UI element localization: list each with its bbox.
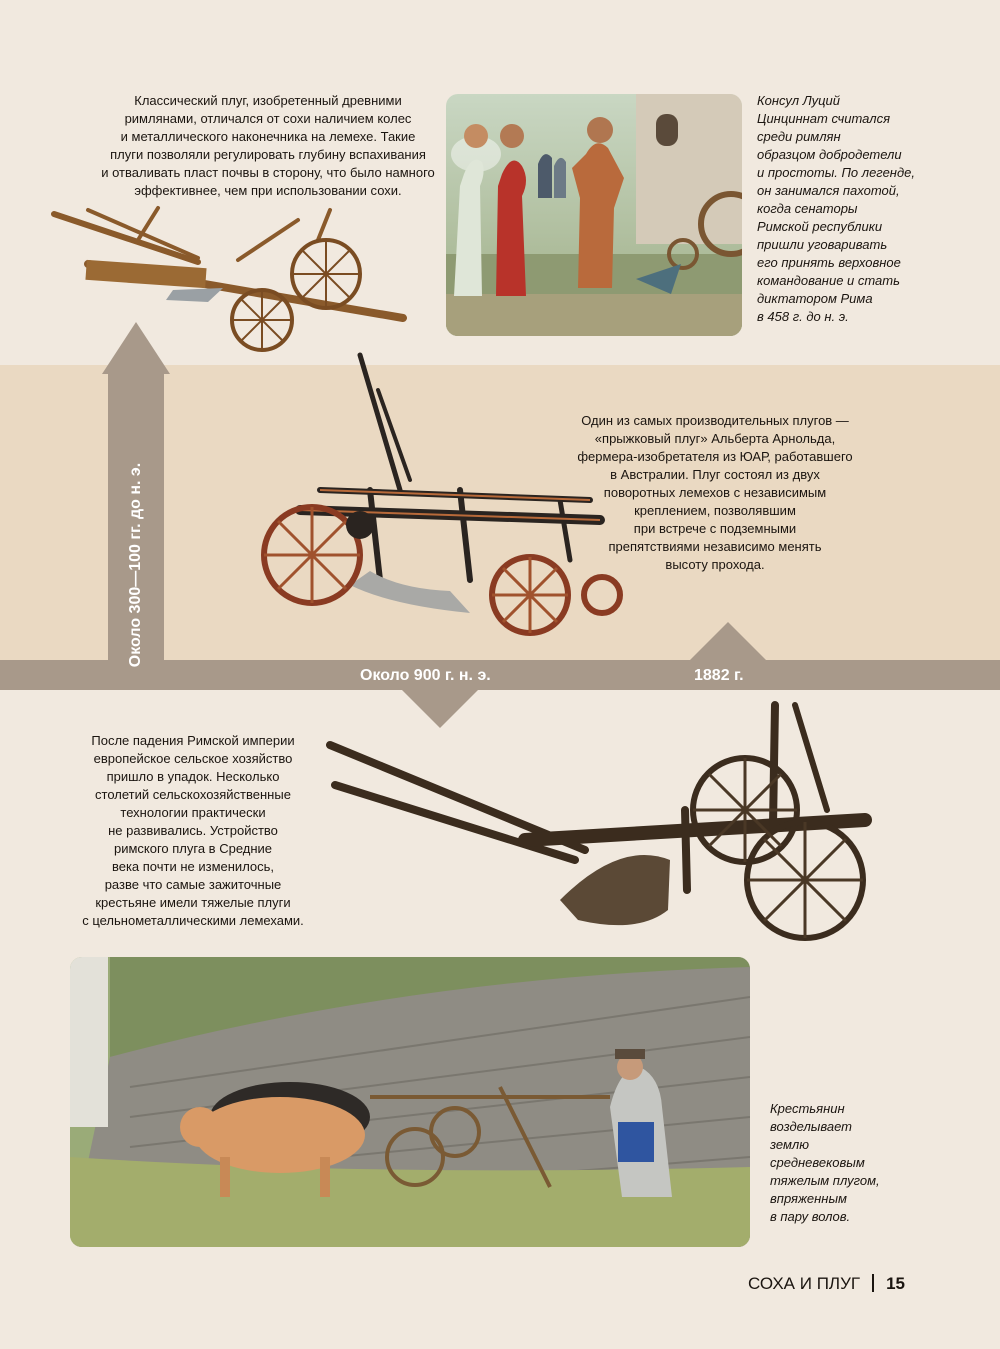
- section-title: СОХА И ПЛУГ: [747, 1274, 861, 1293]
- timeline-label-900: Около 900 г. н. э.: [360, 667, 491, 684]
- timeline-label-1882: 1882 г.: [694, 667, 744, 684]
- timeline-label-roman: Около 300—100 гг. до н. э.: [127, 462, 144, 668]
- stump-jump-plough-text: Один из самых производительных плугов — «прыжковый плуг» Альберта Арнольда, фермера-изобретателя из ЮАР, работавшего в Австралии. Плуг состоял из двух поворотных лемехов с независимым креплением, позволявшим при встрече с подземными препятствиями независимо менять высоту прохода.: [577, 413, 853, 572]
- cincinnatus-painting: [446, 94, 742, 336]
- cincinnatus-caption: Консул Луций Цинциннат считался среди римлян образцом добродетели и простоты. По легенде, он занимался пахотой, когда сенаторы Римской республики пришли уговаривать его принять верховное командование и стать диктатором Рима в 458 г. до н. э.: [757, 93, 915, 324]
- timeline-bar: [0, 660, 1000, 690]
- roman-plough-illustration: [48, 200, 413, 360]
- medieval-plough-text: После падения Римской империи европейское сельское хозяйство пришло в упадок. Несколько столетий сельскохозяйственные технологии практически не развивались. Устройство римского плуга в Средние века почти не изменилось, разве что самые зажиточные крестьяне имели тяжелые плуги с цельнометаллическими лемехами.: [82, 733, 304, 928]
- peasant-ploughing-painting: [70, 957, 750, 1247]
- medieval-plough-illustration: [325, 690, 875, 945]
- page-footer: [748, 1272, 905, 1296]
- peasant-caption: Крестьянин возделывает землю средневековым тяжелым плугом, впряженным в пару волов.: [770, 1101, 880, 1224]
- timeline-arrow-up-right: [690, 622, 766, 660]
- footer-separator: [872, 1274, 874, 1292]
- stump-jump-plough-illustration: [260, 350, 635, 640]
- roman-plough-text: Классический плуг, изобретенный древними римлянами, отличался от сохи наличием колес и металлического наконечника на лемехе. Такие плуги позволяли регулировать глубину вспахивания и отваливать пласт почвы в сторону, что было намного эффективнее, чем при использовании сохи.: [101, 93, 435, 198]
- page-number: 15: [886, 1274, 905, 1293]
